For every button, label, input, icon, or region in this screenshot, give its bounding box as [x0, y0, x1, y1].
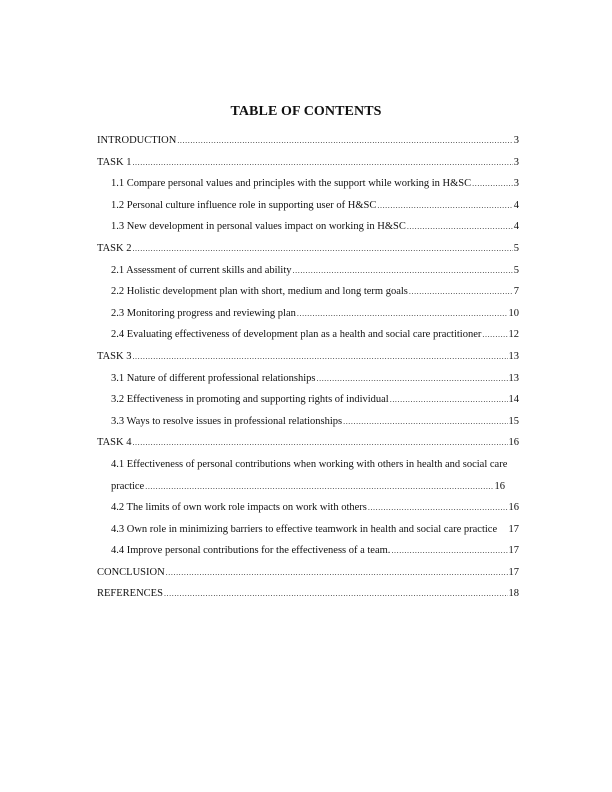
toc-entry-label: 2.2 Holistic development plan with short, medium and long term goals	[111, 286, 408, 298]
toc-entry-label: 3.2 Effectiveness in promoting and supporting rights of individual	[111, 394, 389, 406]
toc-page-number: 13	[508, 350, 519, 362]
toc-entry-conclusion[interactable]	[97, 562, 519, 584]
toc-entry-label: 3.1 Nature of different professional relationships	[111, 372, 316, 384]
toc-page-number: 5	[513, 242, 519, 254]
dot-leader	[132, 238, 512, 260]
toc-entry-label: 4.4 Improve personal contributions for the effectiveness of a team.	[111, 545, 391, 557]
toc-page-number: 3	[513, 178, 519, 190]
toc-page-number: 16	[508, 437, 519, 449]
toc-page-number: 16	[494, 480, 505, 492]
dot-leader	[482, 324, 507, 346]
toc-page-number: 15	[508, 415, 519, 427]
toc-entry-task-1[interactable]	[97, 152, 519, 174]
dot-leader	[293, 260, 513, 282]
toc-page-number: 17	[508, 523, 519, 535]
dot-leader	[164, 583, 508, 605]
dot-leader	[317, 368, 508, 390]
toc-entry-1-2[interactable]	[97, 195, 519, 217]
toc-page-number: 14	[508, 394, 519, 406]
dot-leader	[166, 562, 508, 584]
toc-entry-label: TASK 3	[97, 350, 132, 362]
toc-entry-task-4[interactable]	[97, 432, 519, 454]
toc-entry-label: TASK 1	[97, 156, 132, 168]
toc-entry-2-4[interactable]	[97, 324, 519, 346]
toc-entry-label: 2.1 Assessment of current skills and ability	[111, 264, 292, 276]
toc-list	[97, 130, 519, 605]
toc-entry-label: 4.3 Own role in minimizing barriers to effective teamwork in health and social care practice	[111, 523, 498, 535]
toc-entry-3-1[interactable]	[97, 368, 519, 390]
dot-leader	[145, 476, 493, 498]
toc-page-number: 13	[508, 372, 519, 384]
dot-leader	[391, 540, 507, 562]
toc-entry-4-3[interactable]	[97, 519, 519, 541]
toc-entry-label-continued: practice	[111, 480, 145, 492]
toc-entry-2-3[interactable]	[97, 303, 519, 325]
toc-page-number: 3	[513, 156, 519, 168]
toc-page-number: 12	[508, 329, 519, 341]
toc-title: TABLE OF CONTENTS	[230, 104, 382, 119]
toc-entry-task-3[interactable]	[97, 346, 519, 368]
toc-page-number: 3	[513, 135, 519, 146]
toc-page-number: 7	[513, 286, 519, 298]
toc-entry-4-2[interactable]	[97, 497, 519, 519]
toc-entry-introduction[interactable]	[97, 130, 519, 152]
toc-entry-label: TASK 2	[97, 242, 132, 254]
dot-leader	[132, 152, 512, 174]
toc-entry-label: 2.4 Evaluating effectiveness of development plan as a health and social care practitioner	[111, 329, 482, 341]
dot-leader	[343, 411, 507, 433]
toc-entry-label: INTRODUCTION	[97, 135, 177, 146]
dot-leader	[132, 346, 507, 368]
dot-leader	[390, 389, 508, 411]
dot-leader	[409, 281, 513, 303]
toc-entry-label: CONCLUSION	[97, 566, 165, 578]
dot-leader	[177, 130, 512, 152]
toc-page-number: 17	[508, 545, 519, 557]
toc-entry-label: 4.2 The limits of own work role impacts on work with others	[111, 502, 367, 514]
toc-page-number: 16	[508, 502, 519, 514]
toc-entry-3-2[interactable]	[97, 389, 519, 411]
toc-entry-continuation	[111, 476, 505, 498]
toc-page-number: 10	[508, 307, 519, 319]
toc-entry-1-3[interactable]	[97, 216, 519, 238]
dot-leader	[472, 173, 513, 195]
toc-entry-2-1[interactable]	[97, 260, 519, 282]
toc-entry-4-1[interactable]	[97, 454, 519, 497]
toc-entry-label: REFERENCES	[97, 588, 163, 600]
toc-entry-label: 1.1 Compare personal values and principles with the support while working in H&SC	[111, 178, 472, 190]
toc-entry-references[interactable]	[97, 583, 519, 605]
dot-leader	[297, 303, 508, 325]
dot-leader	[377, 195, 512, 217]
toc-page-number: 4	[513, 199, 519, 211]
toc-entry-4-4[interactable]	[97, 540, 519, 562]
toc-entry-label: 3.3 Ways to resolve issues in professional relationships	[111, 415, 343, 427]
toc-page-number: 4	[513, 221, 519, 233]
toc-entry-2-2[interactable]	[97, 281, 519, 303]
toc-entry-label: 1.3 New development in personal values impact on working in H&SC	[111, 221, 406, 233]
dot-leader	[407, 216, 513, 238]
toc-entry-label: 1.2 Personal culture influence role in supporting user of H&SC	[111, 199, 377, 211]
toc-entry-label: 2.3 Monitoring progress and reviewing plan	[111, 307, 296, 319]
toc-entry-label: TASK 4	[97, 437, 132, 449]
dot-leader	[368, 497, 508, 519]
toc-entry-label: 4.1 Effectiveness of personal contributions when working with others in health and social care	[111, 458, 508, 470]
toc-page-number: 5	[513, 264, 519, 276]
toc-entry-3-3[interactable]	[97, 411, 519, 433]
dot-leader	[132, 432, 507, 454]
toc-page-number: 18	[508, 588, 519, 600]
toc-page-number: 17	[508, 566, 519, 578]
toc-entry-1-1[interactable]	[97, 173, 519, 195]
toc-entry-task-2[interactable]	[97, 238, 519, 260]
